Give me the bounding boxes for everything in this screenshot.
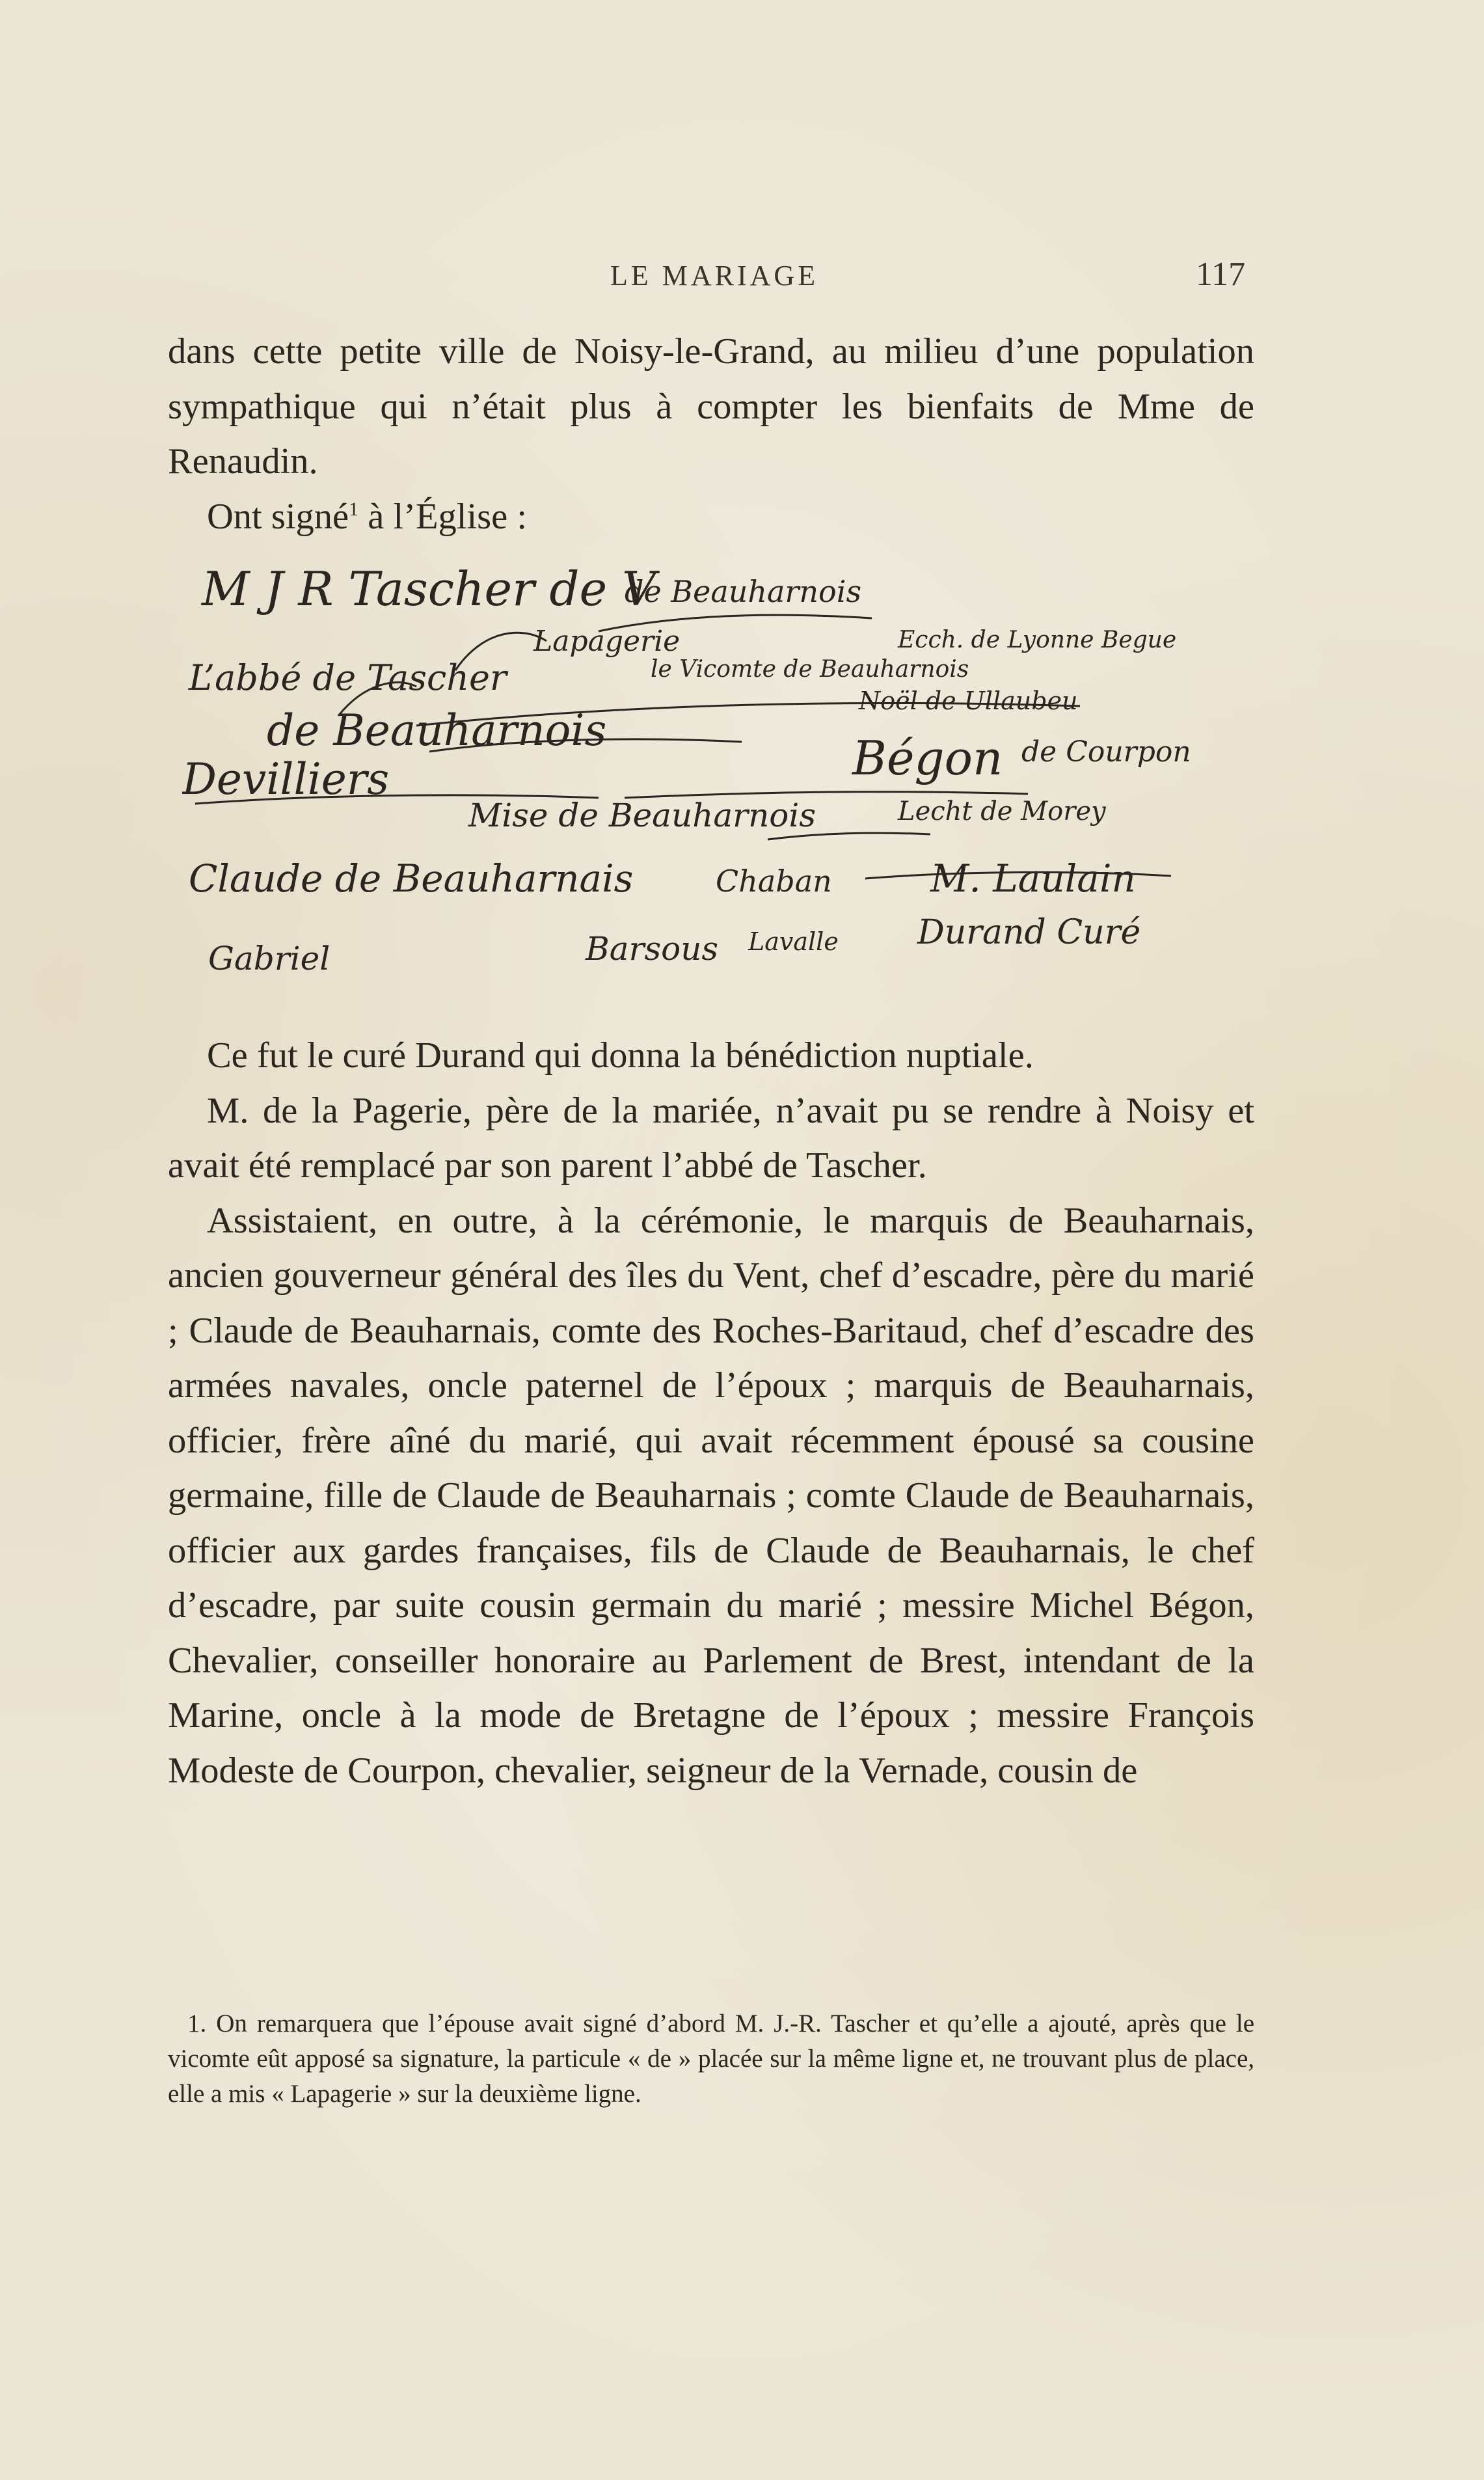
signature-chaban: Chaban [716, 864, 832, 899]
signature-lavalle: Lavalle [748, 927, 839, 956]
text-block-bottom [168, 1028, 1254, 1798]
signature-lapagerie: Lapagerie [533, 625, 681, 658]
footnote-text: On remarquera que l’épouse avait signé d’abord M. J.-R. Tascher et qu’elle a ajouté, après que le vicomte eût apposé sa signature, la particule « de » placée sur la même ligne et, ne trouvant plus de place, elle a mis « Lapagerie » sur la deuxième ligne. [168, 2010, 1254, 2108]
signature-tascher: M J R Tascher de V [202, 562, 656, 616]
footnote-1 [168, 2006, 1254, 2112]
signature-abbe-tascher: L’abbé de Tascher [189, 657, 507, 698]
signature-durand-cure: Durand Curé [917, 913, 1141, 952]
signature-laulain: M. Laulain [930, 856, 1136, 901]
page-number: 117 [1196, 256, 1246, 293]
signature-begon: Bégon [852, 731, 1003, 785]
signature-gabriel: Gabriel [208, 940, 331, 977]
footnotes [168, 2006, 1254, 2112]
signature-devilliers: Devilliers [182, 754, 390, 804]
signature-vicomte: le Vicomte de Beauharnois [651, 656, 969, 683]
signature-courpon: de Courpon [1021, 735, 1191, 769]
paragraph-pagerie: M. de la Pagerie, père de la mariée, n’avait pu se rendre à Noisy et avait été remplacé par son parent l’abbé de Tascher. [168, 1090, 1254, 1186]
signature-claude-beauharnais: Claude de Beauharnais [189, 856, 634, 901]
signature-noel: Noël de Ullaubeu [859, 687, 1078, 715]
signature-mise-beauharnois: Mise de Beauharnois [468, 797, 816, 834]
signature-beauharnois-2: de Beauharnois [267, 705, 607, 756]
footnote-number: 1. [187, 2010, 207, 2037]
text-block-top [168, 324, 1254, 544]
signed-after: à l’Église : [358, 496, 528, 537]
signed-before: Ont signé [207, 496, 349, 537]
signature-beauharnois-1: de Beauharnois [625, 574, 862, 609]
signature-lecht: Lecht de Morey [898, 797, 1106, 826]
footnote-reference[interactable]: 1 [349, 498, 359, 520]
signature-lyonne-begue: Ecch. de Lyonne Begue [898, 627, 1177, 653]
running-header [0, 256, 1484, 298]
paragraph-witnesses: Assistaient, en outre, à la cérémonie, le marquis de Beauharnais, ancien gouverneur général des îles du Vent, chef d’escadre, père du marié ; Claude de Beauharnais, comte des Roches-Baritaud, chef d’escadre des armées navales, oncle paternel de l’époux ; marquis de Beauharnais, officier, frère aîné du marié, qui avait récemment épousé sa cousine germaine, fille de Claude de Beauharnais ; comte Claude de Beauharnais, officier aux gardes françaises, fils de Claude de Beauharnais, le chef d’escadre, par suite cousin germain du marié ; messire Michel Bégon, Chevalier, conseiller honoraire au Parlement de Brest, intendant de la Marine, oncle à la mode de Bretagne de l’époux ; messire François Modeste de Courpon, chevalier, seigneur de la Vernade, cousin de [168, 1200, 1254, 1791]
paragraph-intro: dans cette petite ville de Noisy-le-Grand, au milieu d’une population sympathique qui n’était plus à compter les bienfaits de Mme de Renaudin. [168, 331, 1254, 482]
running-title: LE MARIAGE [610, 260, 819, 292]
signature-barsous: Barsous [586, 930, 719, 968]
paragraph-benediction: Ce fut le curé Durand qui donna la bénédiction nuptiale. [207, 1035, 1034, 1076]
signatures-facsimile [182, 553, 1262, 1009]
paragraph-signed [168, 489, 1254, 545]
